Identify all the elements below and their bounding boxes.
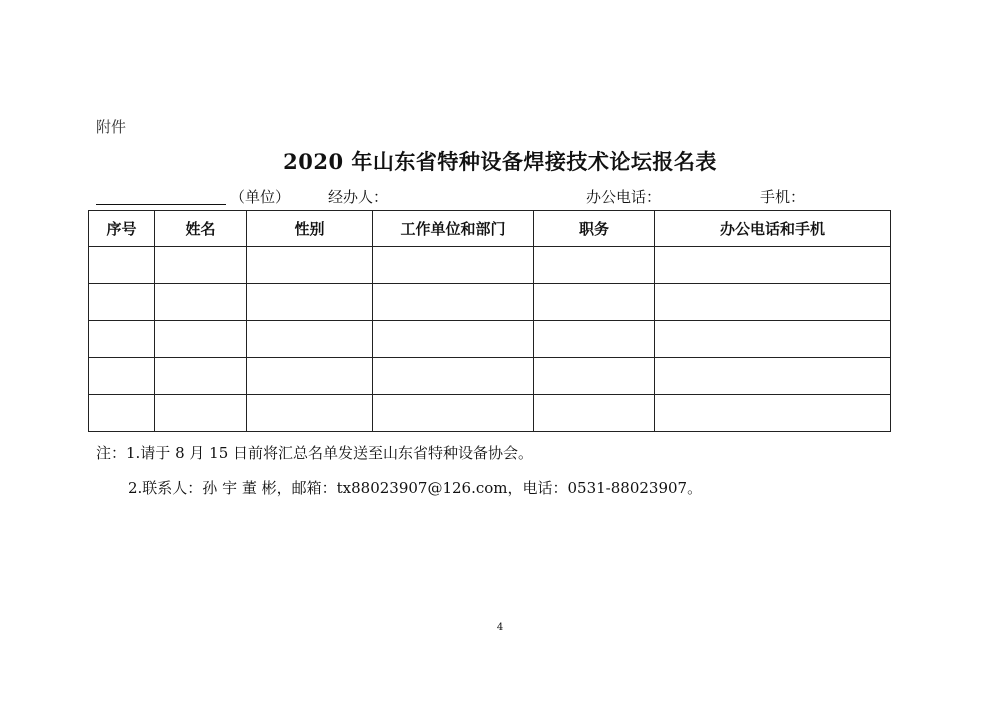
- table-row: [89, 395, 891, 432]
- table-cell: [534, 247, 655, 284]
- registration-table: [88, 210, 891, 432]
- table-cell: [89, 247, 155, 284]
- table-cell: [89, 284, 155, 321]
- note-contact-info: 2.联系人：孙 宇 董 彬，邮箱：tx88023907@126.com，电话：0531-88023907。: [128, 479, 703, 497]
- column-header-phone-mobile: 办公电话和手机: [655, 211, 891, 247]
- table-cell: [247, 358, 373, 395]
- table-row: [89, 358, 891, 395]
- table-cell: [373, 395, 534, 432]
- table-cell: [155, 321, 247, 358]
- form-header-line: [96, 186, 896, 208]
- table-cell: [655, 247, 891, 284]
- mobile-label: 手机：: [760, 188, 806, 206]
- handler-label: 经办人：: [328, 188, 389, 206]
- table-cell: [247, 395, 373, 432]
- table-cell: [89, 321, 155, 358]
- table-cell: [373, 321, 534, 358]
- table-cell: [247, 247, 373, 284]
- table-cell: [534, 395, 655, 432]
- unit-blank-line: [96, 186, 226, 205]
- note-submission-deadline: 注：1.请于 8 月 15 日前将汇总名单发送至山东省特种设备协会。: [96, 444, 534, 462]
- form-title: 2020 年山东省特种设备焊接技术论坛报名表: [283, 149, 717, 174]
- page-number: 4: [496, 622, 504, 633]
- table-cell: [155, 247, 247, 284]
- table-cell: [534, 358, 655, 395]
- table-cell: [247, 284, 373, 321]
- office-phone-label: 办公电话：: [586, 188, 662, 206]
- table-row: [89, 284, 891, 321]
- column-header-position: 职务: [534, 211, 655, 247]
- table-cell: [655, 395, 891, 432]
- table-cell: [534, 321, 655, 358]
- attachment-label: 附件: [96, 118, 127, 136]
- column-header-gender: 性别: [247, 211, 373, 247]
- table-cell: [155, 284, 247, 321]
- column-header-unit-department: 工作单位和部门: [373, 211, 534, 247]
- table-cell: [89, 395, 155, 432]
- table-cell: [155, 395, 247, 432]
- table-cell: [373, 358, 534, 395]
- table-cell: [655, 321, 891, 358]
- table-cell: [655, 358, 891, 395]
- table-cell: [247, 321, 373, 358]
- table-row: [89, 247, 891, 284]
- column-header-serial: 序号: [89, 211, 155, 247]
- table-cell: [89, 358, 155, 395]
- table-header-row: [89, 211, 891, 247]
- unit-label: （单位）: [230, 188, 291, 206]
- table-cell: [155, 358, 247, 395]
- table-row: [89, 321, 891, 358]
- table-cell: [655, 284, 891, 321]
- column-header-name: 姓名: [155, 211, 247, 247]
- table-cell: [373, 284, 534, 321]
- table-cell: [373, 247, 534, 284]
- table-cell: [534, 284, 655, 321]
